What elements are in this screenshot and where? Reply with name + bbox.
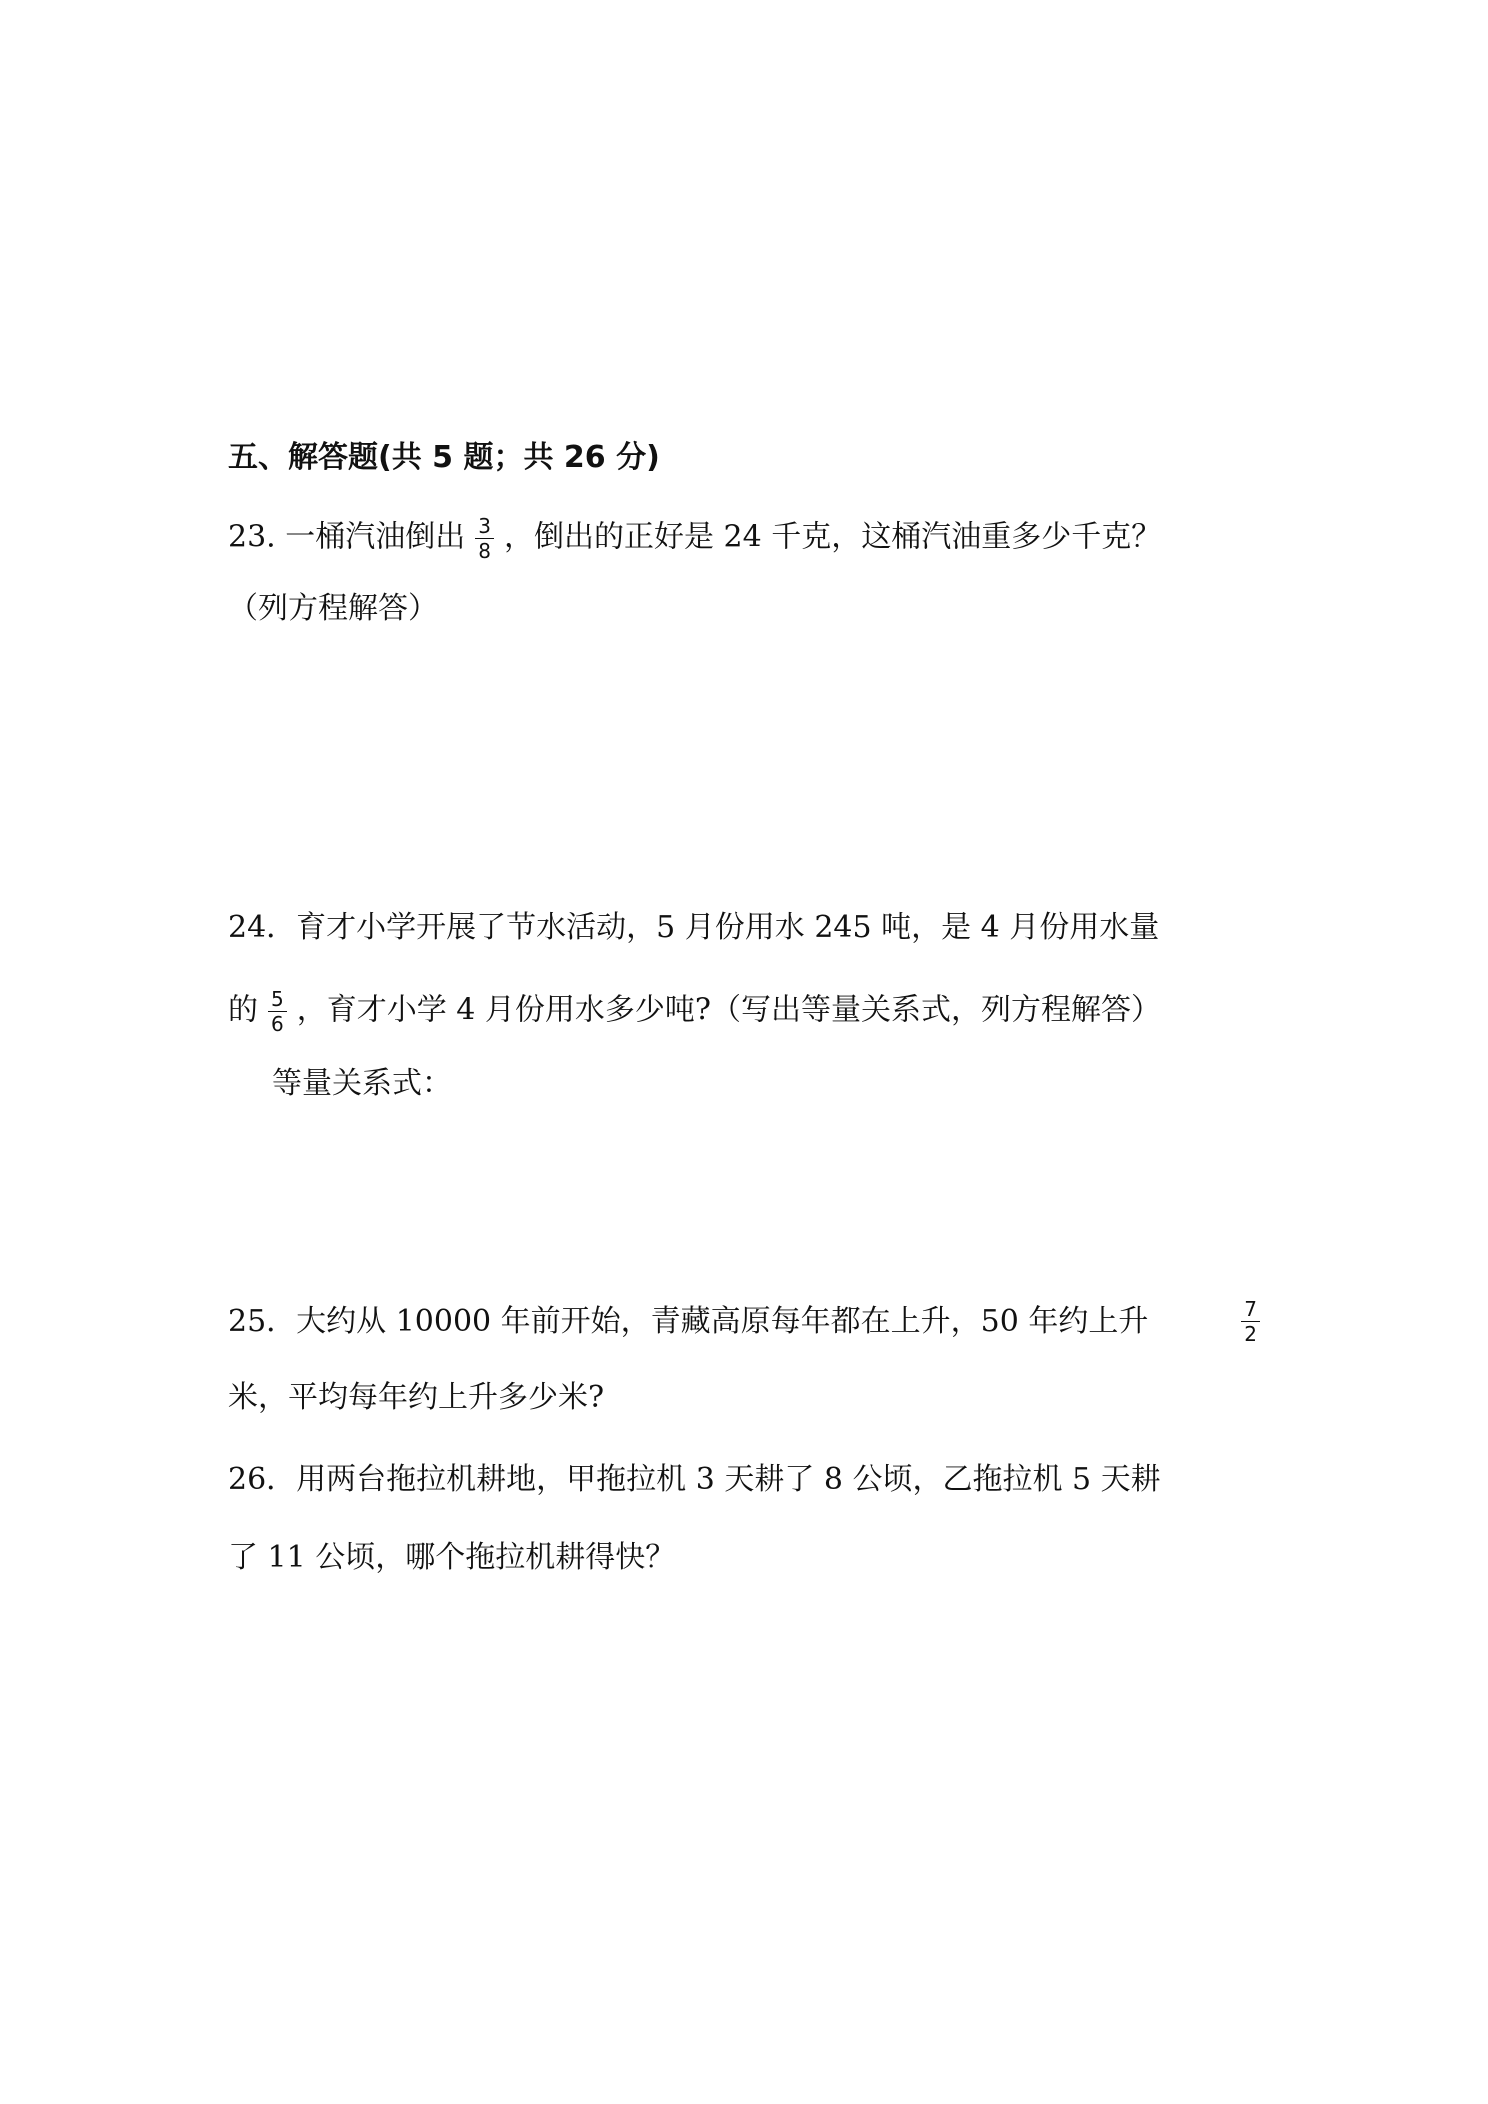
question-24-line-1: 24．育才小学开展了节水活动，5 月份用水 245 吨，是 4 月份用水量 bbox=[228, 910, 1160, 945]
question-23-fraction-numerator: 3 bbox=[475, 515, 494, 539]
question-25-line-2: 米，平均每年约上升多少米? bbox=[228, 1380, 605, 1415]
question-25-line-1 bbox=[228, 1298, 1260, 1345]
question-25-fraction bbox=[1241, 1298, 1260, 1345]
section-heading: 五、解答题(共 5 题；共 26 分) bbox=[228, 440, 660, 475]
question-23-fraction-denominator: 8 bbox=[478, 539, 491, 563]
question-24-line-2 bbox=[228, 988, 1161, 1035]
question-26-line-2: 了 11 公顷，哪个拖拉机耕得快？ bbox=[228, 1540, 676, 1575]
question-24-fraction-numerator: 5 bbox=[268, 988, 287, 1012]
question-24-text-part-2: ，育才小学 4 月份用水多少吨?（写出等量关系式，列方程解答） bbox=[296, 992, 1161, 1028]
question-24-fraction-denominator: 6 bbox=[271, 1012, 284, 1036]
question-26-line-1: 26．用两台拖拉机耕地，甲拖拉机 3 天耕了 8 公顷，乙拖拉机 5 天耕 bbox=[228, 1462, 1161, 1497]
question-23-text-part-1: 23. 一桶汽油倒出 bbox=[228, 519, 466, 555]
question-23-text-part-2: ，倒出的正好是 24 千克，这桶汽油重多少千克？ bbox=[503, 519, 1162, 555]
question-25-fraction-denominator: 2 bbox=[1244, 1322, 1257, 1346]
question-25-text: 25．大约从 10000 年前开始，青藏高原每年都在上升，50 年约上升 bbox=[228, 1303, 1149, 1339]
question-25-fraction-numerator: 7 bbox=[1241, 1298, 1260, 1322]
question-23-line-2: （列方程解答） bbox=[228, 591, 438, 626]
question-24-fraction bbox=[268, 988, 287, 1035]
question-24-equation-label: 等量关系式： bbox=[272, 1066, 452, 1101]
question-23-fraction bbox=[475, 515, 494, 562]
question-24-text-part-1: 的 bbox=[228, 992, 258, 1028]
question-23-line-1 bbox=[228, 515, 1161, 562]
